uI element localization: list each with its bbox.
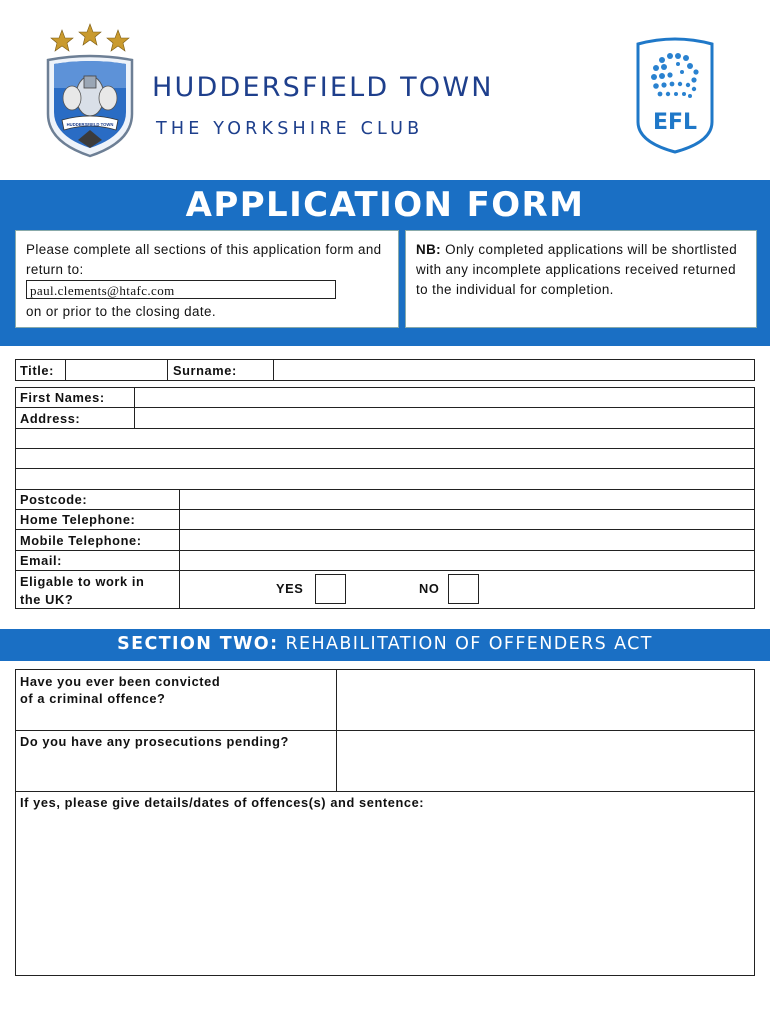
section-two-subtitle: REHABILITATION OF OFFENDERS ACT xyxy=(285,634,653,654)
eligible-label-line-2: the UK? xyxy=(20,592,74,607)
eligible-label-line-1: Eligable to work in xyxy=(20,574,145,589)
club-crest-logo xyxy=(40,22,140,160)
no-checkbox[interactable] xyxy=(448,574,479,604)
closing-date-text: on or prior to the closing date. xyxy=(26,304,216,319)
conviction-question-line-2: of a criminal offence? xyxy=(20,691,166,706)
prosecutions-answer-field[interactable] xyxy=(336,730,755,792)
postcode-field[interactable] xyxy=(179,489,755,510)
surname-field[interactable] xyxy=(273,359,755,381)
club-name: HUDDERSFIELD TOWN xyxy=(152,72,494,103)
efl-logo-text: EFL xyxy=(652,110,698,135)
prosecutions-question: Do you have any prosecutions pending? xyxy=(20,734,289,749)
return-email-field: paul.clements@htafc.com xyxy=(26,280,336,299)
instructions-box xyxy=(15,230,399,328)
efl-logo xyxy=(632,34,718,154)
yes-checkbox[interactable] xyxy=(315,574,346,604)
form-title: APPLICATION FORM xyxy=(185,185,585,225)
home-telephone-field[interactable] xyxy=(179,509,755,530)
home-telephone-label: Home Telephone: xyxy=(20,512,136,527)
surname-label: Surname: xyxy=(173,363,237,378)
address-field-line-2[interactable] xyxy=(15,428,755,449)
section-two-prefix: SECTION TWO: xyxy=(117,634,279,654)
address-label: Address: xyxy=(20,411,81,426)
title-label: Title: xyxy=(20,363,54,378)
no-label: NO xyxy=(419,581,440,596)
email-field[interactable] xyxy=(179,550,755,571)
address-field-line-1[interactable] xyxy=(134,407,755,429)
yes-label: YES xyxy=(276,581,304,596)
address-field-line-3[interactable] xyxy=(15,448,755,469)
offence-details-label: If yes, please give details/dates of offences(s) and sentence: xyxy=(20,795,425,810)
crest-banner-text: HUDDERSFIELD TOWN xyxy=(66,122,114,127)
title-field[interactable] xyxy=(65,359,168,381)
instructions-text: Please complete all sections of this application form and return to: xyxy=(26,242,382,277)
eligible-label xyxy=(20,573,144,609)
mobile-telephone-label: Mobile Telephone: xyxy=(20,533,142,548)
conviction-answer-field[interactable] xyxy=(336,669,755,731)
mobile-telephone-field[interactable] xyxy=(179,529,755,551)
offence-details-field[interactable] xyxy=(15,791,755,976)
nb-note xyxy=(416,240,748,300)
nb-box xyxy=(405,230,757,328)
first-names-label: First Names: xyxy=(20,390,105,405)
postcode-label: Postcode: xyxy=(20,492,88,507)
first-names-field[interactable] xyxy=(134,387,755,408)
address-field-line-4[interactable] xyxy=(15,468,755,490)
email-label: Email: xyxy=(20,553,63,568)
club-tagline: THE YORKSHIRE CLUB xyxy=(156,119,424,139)
section-two-title xyxy=(0,634,770,654)
nb-label: NB: xyxy=(416,242,441,257)
nb-text: Only completed applications will be shortlisted with any incomplete applications received returned to the individual for completion. xyxy=(416,242,738,297)
conviction-question xyxy=(20,673,220,707)
conviction-question-line-1: Have you ever been convicted xyxy=(20,674,221,689)
